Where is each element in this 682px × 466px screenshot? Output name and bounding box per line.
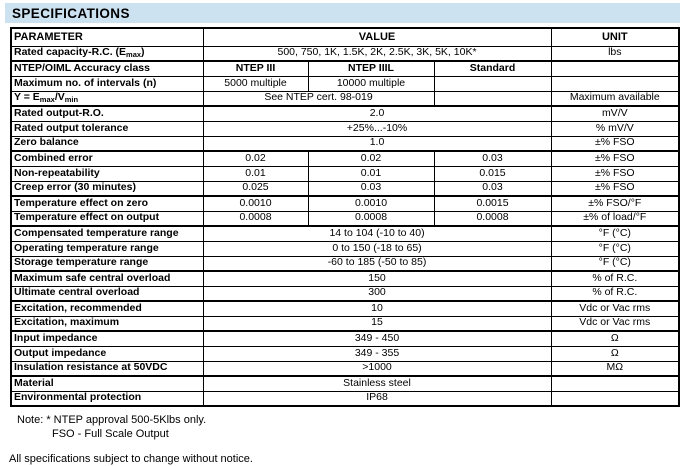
parameter-cell: Excitation, recommended — [11, 301, 203, 316]
value-cell: 0.02 — [308, 151, 434, 166]
table-row — [11, 76, 679, 91]
unit-cell: % of R.C. — [551, 286, 679, 301]
table-row — [11, 151, 679, 166]
value-cell: 10 — [203, 301, 551, 316]
value-cell: 0.0008 — [308, 211, 434, 226]
value-cell: 0.02 — [203, 151, 308, 166]
parameter-cell: $Y = E_{max}/V_{min}$ — [11, 91, 203, 106]
unit-cell: MΩ — [551, 361, 679, 376]
value-cell: 150 — [203, 271, 551, 286]
table-row — [11, 361, 679, 376]
table-row — [11, 286, 679, 301]
value-cell: 349 - 355 — [203, 346, 551, 361]
parameter-cell: Insulation resistance at 50VDC — [11, 361, 203, 376]
table-body — [11, 46, 679, 406]
value-cell: 0 to 150 (-18 to 65) — [203, 241, 551, 256]
value-cell: Standard — [434, 61, 551, 76]
table-row — [11, 346, 679, 361]
parameter-cell: Rated capacity-R.C. $(E_{max})$ — [11, 46, 203, 61]
value-cell: 0.0008 — [203, 211, 308, 226]
value-cell: 14 to 104 (-10 to 40) — [203, 226, 551, 241]
unit-cell: Vdc or Vac rms — [551, 316, 679, 331]
table-header-row — [11, 28, 679, 46]
value-cell: 0.015 — [434, 166, 551, 181]
column-header-value: VALUE — [203, 28, 551, 46]
table-row — [11, 316, 679, 331]
value-cell: 5000 multiple — [203, 76, 308, 91]
value-cell: 300 — [203, 286, 551, 301]
unit-cell: Ω — [551, 346, 679, 361]
parameter-cell: Maximum no. of intervals (n) — [11, 76, 203, 91]
value-cell: 500, 750, 1K, 1.5K, 2K, 2.5K, 3K, 5K, 10K* — [203, 46, 551, 61]
value-cell: NTEP IIIL — [308, 61, 434, 76]
parameter-cell: Output impedance — [11, 346, 203, 361]
table-row — [11, 46, 679, 61]
parameter-cell: Temperature effect on zero — [11, 196, 203, 211]
unit-cell — [551, 61, 679, 76]
parameter-cell: Ultimate central overload — [11, 286, 203, 301]
unit-cell: °F (°C) — [551, 241, 679, 256]
parameter-cell: Zero balance — [11, 136, 203, 151]
value-cell: 0.03 — [308, 181, 434, 196]
unit-cell — [551, 76, 679, 91]
unit-cell: Ω — [551, 331, 679, 346]
unit-cell: mV/V — [551, 106, 679, 121]
parameter-cell: Temperature effect on output — [11, 211, 203, 226]
value-cell: 0.03 — [434, 181, 551, 196]
parameter-cell: Non-repeatability — [11, 166, 203, 181]
column-header-parameter: PARAMETER — [11, 28, 203, 46]
value-cell: 0.01 — [308, 166, 434, 181]
value-cell: 10000 multiple — [308, 76, 434, 91]
unit-cell: ±% of load/°F — [551, 211, 679, 226]
note-line-2: FSO - Full Scale Output — [52, 428, 169, 440]
parameter-cell: Excitation, maximum — [11, 316, 203, 331]
column-header-unit: UNIT — [551, 28, 679, 46]
unit-cell: ±% FSO — [551, 166, 679, 181]
parameter-cell: Creep error (30 minutes) — [11, 181, 203, 196]
value-cell: 0.01 — [203, 166, 308, 181]
value-cell: Stainless steel — [203, 376, 551, 391]
notes-block — [5, 414, 680, 440]
table-row — [11, 196, 679, 211]
value-cell — [434, 91, 551, 106]
value-cell: 0.0010 — [203, 196, 308, 211]
unit-cell: Maximum available — [551, 91, 679, 106]
specifications-table — [10, 27, 680, 407]
parameter-cell: Rated output-R.O. — [11, 106, 203, 121]
unit-cell: ±% FSO — [551, 181, 679, 196]
table-row — [11, 136, 679, 151]
table-row — [11, 211, 679, 226]
parameter-cell: Compensated temperature range — [11, 226, 203, 241]
parameter-cell: Operating temperature range — [11, 241, 203, 256]
value-cell: 0.03 — [434, 151, 551, 166]
parameter-cell: Rated output tolerance — [11, 121, 203, 136]
value-cell: 0.0008 — [434, 211, 551, 226]
value-cell: >1000 — [203, 361, 551, 376]
table-row — [11, 181, 679, 196]
value-cell: NTEP III — [203, 61, 308, 76]
table-row — [11, 301, 679, 316]
value-cell: 15 — [203, 316, 551, 331]
parameter-cell: Storage temperature range — [11, 256, 203, 271]
unit-cell: °F (°C) — [551, 256, 679, 271]
table-row — [11, 226, 679, 241]
value-cell: +25%...-10% — [203, 121, 551, 136]
value-cell: 0.0015 — [434, 196, 551, 211]
table-row — [11, 91, 679, 106]
table-row — [11, 271, 679, 286]
unit-cell: ±% FSO/°F — [551, 196, 679, 211]
note-line-1: Note: * NTEP approval 500-5Klbs only. — [17, 414, 207, 426]
value-cell — [434, 76, 551, 91]
unit-cell: ±% FSO — [551, 136, 679, 151]
value-cell: 1.0 — [203, 136, 551, 151]
unit-cell: ±% FSO — [551, 151, 679, 166]
parameter-cell: Material — [11, 376, 203, 391]
footer-disclaimer: All specifications subject to change without notice. — [9, 453, 253, 465]
table-row — [11, 256, 679, 271]
parameter-cell: NTEP/OIML Accuracy class — [11, 61, 203, 76]
table-row — [11, 121, 679, 136]
value-cell: -60 to 185 (-50 to 85) — [203, 256, 551, 271]
parameter-cell: Maximum safe central overload — [11, 271, 203, 286]
table-row — [11, 166, 679, 181]
parameter-cell: Combined error — [11, 151, 203, 166]
unit-cell: °F (°C) — [551, 226, 679, 241]
unit-cell: % of R.C. — [551, 271, 679, 286]
table-row — [11, 391, 679, 406]
value-cell: IP68 — [203, 391, 551, 406]
value-cell: 2.0 — [203, 106, 551, 121]
table-row — [11, 241, 679, 256]
table-row — [11, 106, 679, 121]
table-row — [11, 376, 679, 391]
parameter-cell: Environmental protection — [11, 391, 203, 406]
value-cell: See NTEP cert. 98-019 — [203, 91, 434, 106]
value-cell: 349 - 450 — [203, 331, 551, 346]
table-row — [11, 61, 679, 76]
value-cell: 0.025 — [203, 181, 308, 196]
page-title: SPECIFICATIONS — [12, 5, 130, 21]
unit-cell: Vdc or Vac rms — [551, 301, 679, 316]
title-bar — [5, 3, 680, 23]
unit-cell — [551, 376, 679, 391]
table-row — [11, 331, 679, 346]
parameter-cell: Input impedance — [11, 331, 203, 346]
unit-cell: lbs — [551, 46, 679, 61]
unit-cell: % mV/V — [551, 121, 679, 136]
value-cell: 0.0010 — [308, 196, 434, 211]
unit-cell — [551, 391, 679, 406]
